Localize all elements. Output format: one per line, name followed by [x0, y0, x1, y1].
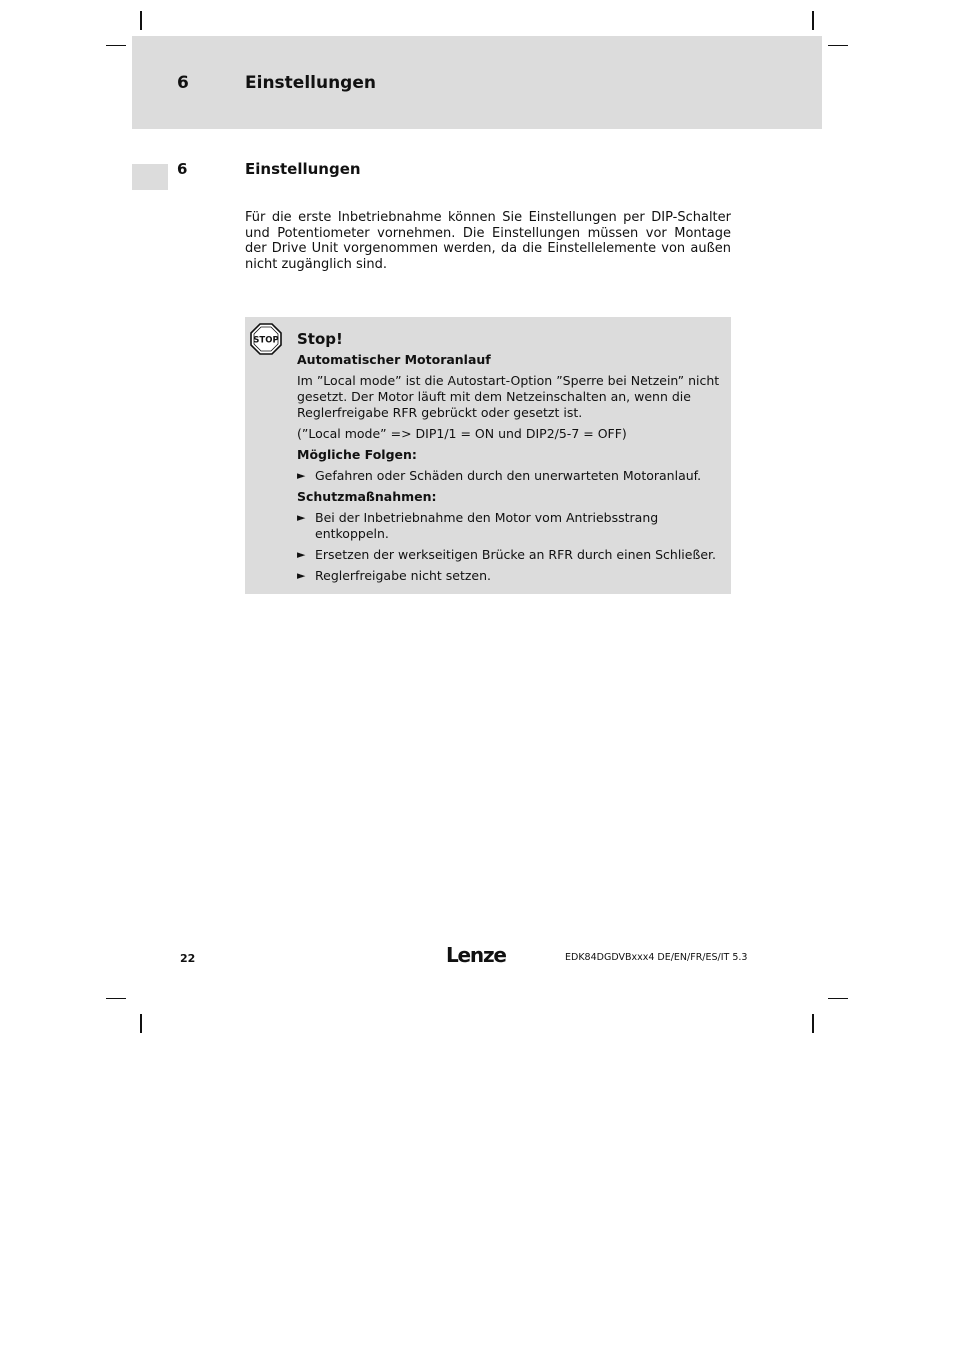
crop-mark: [106, 998, 126, 999]
list-item: [297, 510, 723, 542]
stop-content: [297, 331, 723, 589]
list-item-text: Reglerfreigabe nicht setzen.: [315, 568, 491, 583]
section-title: Einstellungen: [245, 160, 361, 178]
stop-paragraph: Im ”Local mode” ist die Autostart-Option ”Sperre bei Netzein” nicht gesetzt. Der Motor läuft mit dem Netzeinschalten an, wenn die Reglerfreigabe RFR gebrückt oder gesetzt ist.: [297, 373, 720, 420]
bullet-arrow-icon: ►: [297, 548, 306, 561]
stop-subtitle: Automatischer Motoranlauf: [297, 352, 491, 367]
list-item: [297, 547, 723, 563]
measures-heading: Schutzmaßnahmen:: [297, 489, 437, 504]
measures-list: [297, 510, 723, 584]
intro-paragraph: Für die erste Inbetriebnahme können Sie Einstellungen per DIP-Schalter und Potentiometer vornehmen. Die Einstellungen müssen vor Montage der Drive Unit vorgenommen werden, da die Einstellelemente von außen nicht zugänglich sind.: [245, 210, 731, 273]
stop-paragraph-dip: (”Local mode” => DIP1/1 = ON und DIP2/5-7 = OFF): [297, 426, 627, 441]
crop-mark: [140, 1014, 142, 1033]
consequences-heading: Mögliche Folgen:: [297, 447, 417, 462]
list-item-text: Ersetzen der werkseitigen Brücke an RFR durch einen Schließer.: [315, 547, 717, 562]
list-item-text: Bei der Inbetriebnahme den Motor vom Antriebsstrang entkoppeln.: [315, 510, 659, 541]
crop-mark: [140, 11, 142, 30]
crop-mark: [812, 1014, 814, 1033]
lenze-logo: Lenze: [446, 943, 506, 967]
section-number: 6: [177, 160, 188, 178]
stop-title: Stop!: [297, 330, 343, 348]
list-item-text: Gefahren oder Schäden durch den unerwarteten Motoranlauf.: [315, 468, 702, 483]
bullet-arrow-icon: ►: [297, 511, 306, 524]
chapter-header-band: [132, 36, 822, 129]
chapter-number: 6: [177, 73, 189, 93]
consequences-list: [297, 468, 723, 484]
stop-icon-label: STOP: [253, 335, 279, 346]
chapter-title: Einstellungen: [245, 73, 376, 93]
section-marker: [132, 164, 168, 190]
crop-mark: [828, 998, 848, 999]
bullet-arrow-icon: ►: [297, 469, 306, 482]
crop-mark: [106, 45, 126, 46]
crop-mark: [812, 11, 814, 30]
document-code: EDK84DGDVBxxx4 DE/EN/FR/ES/IT 5.3: [565, 952, 748, 963]
page-number: 22: [180, 952, 196, 965]
list-item: [297, 568, 723, 584]
bullet-arrow-icon: ►: [297, 569, 306, 582]
stop-sign-icon: [250, 323, 282, 355]
list-item: [297, 468, 723, 484]
crop-mark: [828, 45, 848, 46]
